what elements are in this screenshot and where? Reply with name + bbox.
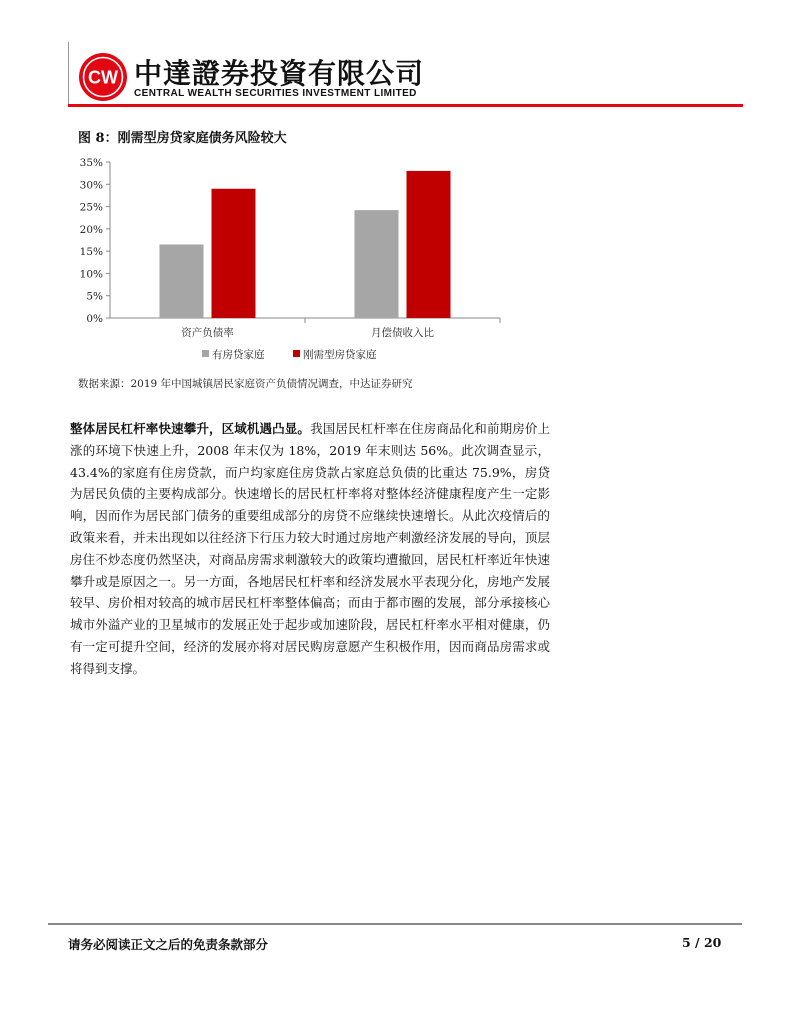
- figure-source: 数据来源：2019 年中国城镇居民家庭资产负债情况调查，中达证券研究: [78, 378, 413, 390]
- x-tick-label: 资产负债率: [181, 327, 234, 339]
- company-name-en: CENTRAL WEALTH SECURITIES INVESTMENT LIMITED: [134, 88, 417, 99]
- bar: [407, 171, 451, 318]
- paragraph-lead: 整体居民杠杆率快速攀升，区域机遇凸显。: [70, 421, 311, 436]
- legend-swatch: [202, 350, 209, 357]
- paragraph-text: 我国居民杠杆率在住房商品化和前期房价上涨的环境下快速上升，2008 年末仅为 18%，2019 年末则达 56%。此次调查显示，43.4%的家庭有住房贷款，而户均家庭住房贷款占家庭总负债的比重达 75.9%，房贷为居民负债的主要构成部分。快速增长的居民杠杆率将对整体经济健康程度产生一定影响，因而作为居民部门债务的重要组成部分的房贷不应继续快速增长。从此次疫情后的政策来看，并未出现如以往经济下行压力较大时通过房地产刺激经济发展的导向，顶层房住不炒态度仍然坚决，对商品房需求刺激较大的政策均遭撤回，居民杠杆率近年快速攀升或是原因之一。另一方面，各地居民杠杆率和经济发展水平表现分化，房地产发展较早、房价相对较高的城市居民杠杆率整体偏高；而由于都市圈的发展，部分承接核心城市外溢产业的卫星城市的发展正处于起步或加速阶段，居民杠杆率水平相对健康，仍有一定可提升空间，经济的发展亦将对居民购房意愿产生积极作用，因而商品房需求或将得到支撑。: [70, 421, 550, 676]
- legend-swatch: [293, 350, 300, 357]
- y-tick-label: 25%: [79, 201, 103, 214]
- y-tick-label: 10%: [79, 268, 103, 281]
- x-tick-label: 月偿债收入比: [371, 327, 434, 339]
- y-tick-label: 15%: [79, 246, 103, 259]
- y-tick-label: 35%: [79, 157, 103, 169]
- page-number: 5 / 20: [682, 935, 722, 950]
- y-tick-label: 5%: [86, 290, 103, 303]
- bar: [160, 244, 204, 318]
- y-tick-label: 20%: [79, 223, 103, 236]
- company-logo: [78, 52, 128, 102]
- legend-label: 刚需型房贷家庭: [303, 349, 377, 361]
- y-tick-label: 0%: [86, 313, 103, 325]
- footer-rule: [48, 923, 742, 925]
- y-tick-label: 30%: [79, 179, 103, 192]
- logo-text: CW: [88, 67, 118, 88]
- bar: [355, 210, 399, 318]
- header-rule: [68, 104, 743, 107]
- company-name-cn: 中達證券投資有限公司: [134, 57, 425, 90]
- bar: [212, 189, 256, 318]
- header-vertical-divider: [68, 42, 69, 106]
- bar-chart: [70, 150, 540, 370]
- figure-title: 图 8：刚需型房贷家庭债务风险较大: [78, 131, 287, 146]
- body-paragraph: [70, 418, 550, 680]
- legend-label: 有房贷家庭: [212, 349, 265, 361]
- footer-disclaimer: 请务必阅读正文之后的免责条款部分: [68, 937, 269, 952]
